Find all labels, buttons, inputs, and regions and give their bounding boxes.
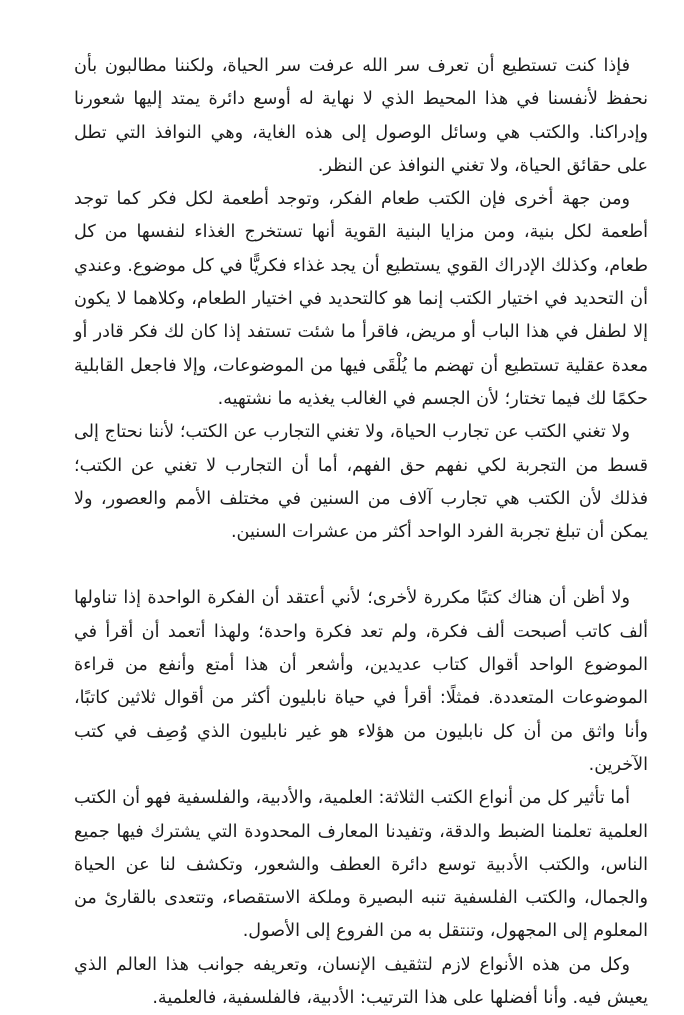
paragraph-2: ومن جهة أخرى فإن الكتب طعام الفكر، وتوجد أطعمة لكل فكر كما توجد أطعمة لكل بنية، ومن مزايا البنية القوية أنها تستخرج الغذاء لنفسها من كل طعام، وكذلك الإدراك القوي يستطيع أن يجد غذاء فكريًّا في كل موضوع. وعندي أن التحديد في اختيار الكتب إنما هو كالتحديد في اختيار الطعام، وكلاهما لا يكون إلا لطفل في هذا الباب أو مريض، فاقرأ ما شئت تستفد إذا كان لك فكر قادر أو معدة عقلية تستطيع أن تهضم ما يُلْقَى فيها من الموضوعات، وإلا فاجعل القابلية حكمًا لك فيما تختار؛ لأن الجسم في الغالب يغذيه ما نشتهيه. — [74, 189, 648, 409]
paragraph-6: وكل من هذه الأنواع لازم لتثقيف الإنسان، وتعريفه جوانب هذا العالم الذي يعيش فيه. وأنا أفضلها على هذا الترتيب: الأدبية، فالفلسفية، فالعلمية. — [74, 954, 648, 1009]
paragraph-3: ولا تغني الكتب عن تجارب الحياة، ولا تغني التجارب عن الكتب؛ لأننا نحتاج إلى قسط من التجربة لكي نفهم حق الفهم، أما أن التجارب لا تغني عن الكتب؛ فذلك لأن الكتب هي تجارب آلاف من السنين في مختلف الأمم والعصور، ولا يمكن أن تبلغ تجربة الفرد الواحد أكثر من عشرات السنين. — [74, 422, 648, 543]
paragraph-4: ولا أظن أن هناك كتبًا مكررة لأخرى؛ لأني أعتقد أن الفكرة الواحدة إذا تناولها ألف كاتب أصبحت ألف فكرة، ولم تعد فكرة واحدة؛ ولهذا أتعمد أن أقرأ في الموضوع الواحد أقوال كتاب عديدين، وأشعر أن هذا أمتع وأنفع من قراءة الموضوعات المتعددة. فمثلًا: أقرأ في حياة نابليون أكثر من أقوال ثلاثين كاتبًا، وأنا واثق من أن كل نابليون من هؤلاء هو غير نابليون الذي وُصِف في كتب الآخرين. — [74, 588, 648, 775]
paragraph-1: فإذا كنت تستطيع أن تعرف سر الله عرفت سر الحياة، ولكننا مطالبون بأن نحفظ لأنفسنا في هذا المحيط الذي لا نهاية له أوسع دائرة يمتد إليها شعورنا وإدراكنا. والكتب هي وسائل الوصول إلى هذه الغاية، وهي النوافذ التي تطل على حقائق الحياة، ولا تغني النوافذ عن النظر. — [74, 56, 648, 176]
paragraph-5: أما تأثير كل من أنواع الكتب الثلاثة: العلمية، والأدبية، والفلسفية فهو أن الكتب العلمية تعلمنا الضبط والدقة، وتفيدنا المعارف المحدودة التي يشترك فيها جميع الناس، والكتب الأدبية توسع دائرة العطف والشعور، وتكشف لنا عن الحياة والجمال، والكتب الفلسفية تنبه البصيرة وملكة الاستقصاء، وتتعدى بالقارئ من المعلوم إلى المجهول، وتنتقل به من الفروع إلى الأصول. — [74, 788, 648, 942]
document-page — [74, 50, 648, 1015]
